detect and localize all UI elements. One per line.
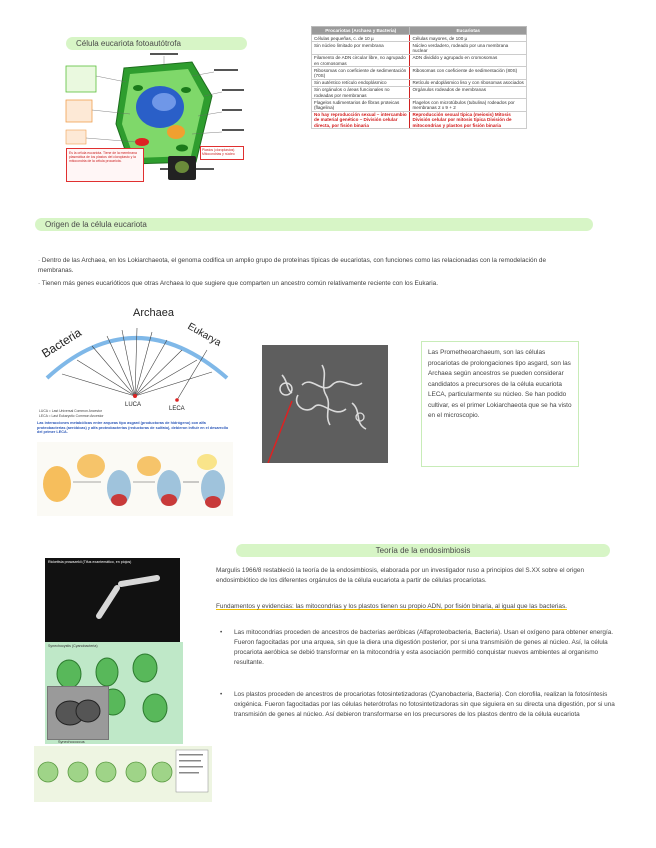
comparison-table	[311, 26, 527, 178]
prometheoarchaeum-micrograph	[262, 345, 388, 463]
table-row: Sin auténtico retículo endoplásmico Retículo endoplásmico liso y con ribosomas asociados	[312, 79, 527, 86]
table-row: Filamento de ADN circular libre, no agrupado en cromosomas ADN dividido y agrupado en cromosomas	[312, 54, 527, 66]
synechococcus-label: Synechococcus	[58, 740, 85, 744]
tree-label-bacteria: Bacteria	[39, 325, 84, 361]
cell-section-title: Célula eucariota fotoautótrofa	[66, 37, 247, 50]
microscope-photo-small	[168, 156, 196, 180]
table-row: Sin orgánulos o áreas funcionales no rodeadas por membranas Orgánulos rodeados de membranas	[312, 86, 527, 98]
cell-callout-left: Es la célula eucariota. Tiene de la membrana plasmática de los plastos del cloroplasto y la mitocondria de la célula procariota.	[66, 148, 144, 182]
synechocystis-label: Synechocystis (Cyanobacteria)	[48, 644, 98, 648]
tree-label-archaea: Archaea	[133, 307, 174, 319]
table-row: Sin núcleo limitado por membrana Núcleo verdadero, rodeado por una membrana nuclear	[312, 42, 527, 54]
origin-bullet-2: · Tienen más genes eucarióticos que otras Archaea lo que sugiere que comparten un ancestro común relativamente reciente con los Eukaria.	[38, 280, 439, 287]
endosymbiosis-bullet-mitochondria: • Las mitocondrias proceden de ancestros de bacterias aeróbicas (Alfaproteobacteria, Bacteria). Usan el oxígeno para obtener energía. Fueron fagocitadas por una arquea, sin que la diera una digestión posterior, por si una transmisión de genes al núcleo. Así, la célula procariota aeróbica se debió transformar en la mitocondria y esta asociación permitió conquistar nuevos ambientes al organismo resultante.	[220, 629, 614, 666]
table-header-eukaryotes: Eucariotas	[410, 27, 527, 35]
endosymbiosis-fundamentos: Fundamentos y evidencias: las mitocondrias y los plastos tienen su propio ADN, por fisión binaria, al igual que las bacterias.	[216, 603, 567, 610]
prometheoarchaeum-description: Las Prometheoarchaeum, son las células procariotas de prolongaciones tipo asgard, son las Archaea según ancestros se pueden considerar candidatos a precursores de la célula eucariota LECA, particularmente su núcleo. Se han podido cultivar, es el primer Lokiarchaeota que se ha visto en el microscopio.	[428, 349, 572, 419]
tree-label-eukarya: Eukarya	[185, 321, 223, 349]
table-header-prokaryotes: Procariotas (Archaea y Bacteria)	[312, 27, 410, 35]
table-row: Flagelos rudimentarios de fibras proteicas (flagelina) Flagelos con microtúbulos (tubulina) rodeados por membranas 2 x 9 + 2	[312, 99, 527, 111]
metabolic-interaction-diagram	[37, 442, 233, 516]
synechococcus-micrograph	[47, 686, 109, 740]
rickettsia-label: Rickettsia prowazekii (Tifus exantemático, en piojos)	[48, 560, 132, 564]
tree-label-luca: LUCA	[125, 402, 142, 408]
origin-bullet-1: · Dentro de las Archaea, en los Lokiarchaeota, el genoma codifica un amplio grupo de proteínas típicas de eucariotas, con funciones como las relacionadas con la remodelación de membranas.	[38, 257, 547, 274]
tree-caption: Las interacciones metabólicas entre arqueas tipo asgard (productoras de hidrógeno) con alfa proteobacterias (aeróbicas) y alfa proteobacterias (reductoras de sulfato), debieron influir en el desarrollo del primer LECA.	[37, 421, 229, 435]
tree-label-leca: LECA	[169, 406, 185, 412]
table-row: Células pequeñas, c. de 10 µ Células mayores, de 100 µ	[312, 35, 527, 42]
endosymbiosis-bullet-plastids: • Los plastos proceden de ancestros de procariotas fotosintetizadoras (Cyanobacteria, Bacteria). Con clorofila, realizan la fotosíntesis oxigénica. Fueron fagocitadas por las células heterótrofas no fotosintetizadoras sin que siguiera en su directa una digestión, por si una transmisión de genes al núcleo. Así debieron transformarse en los precursores de los plastos dentro de la célula eucariota	[220, 691, 615, 718]
endosymbiosis-section-title: Teoría de la endosimbiosis	[236, 544, 610, 557]
prometheoarchaeum-text-box	[421, 341, 579, 467]
origin-section-title: Origen de la célula eucariota	[35, 218, 593, 231]
endosymbiosis-intro: Margulis 1966/8 restableció la teoría de la endosimbiosis, elaborada por un investigador ruso a principios del S.XX sobre el origen endosimbiótico de los diferentes orgánulos de la célula eucariota a partir de células procariotas.	[216, 567, 585, 584]
endosymbiosis-diagram	[34, 746, 212, 802]
tree-legend-leca: LECA = Last Eukaryotic Common Ancestor	[39, 414, 104, 418]
table-row: No hay reproducción sexual – intercambio de material genético – División celular directa, por fisión binaria Reproducción sexual típica (meiosis) Mitosis División celular por mitosis típica División de mitocondrias y plastos por fisión binaria	[312, 111, 527, 129]
table-row: Ribosomas con coeficiente de sedimentación (70S) Ribosomas con coeficiente de sedimentación (80S)	[312, 67, 527, 79]
cell-callout-right: Plastos (cloroplastos) Mitocondrias y núcleo	[200, 146, 244, 160]
tree-legend-luca: LUCA = Last Universal Common Ancestor	[39, 409, 103, 413]
phylogenetic-tree	[37, 300, 233, 418]
rickettsia-micrograph	[45, 558, 180, 642]
